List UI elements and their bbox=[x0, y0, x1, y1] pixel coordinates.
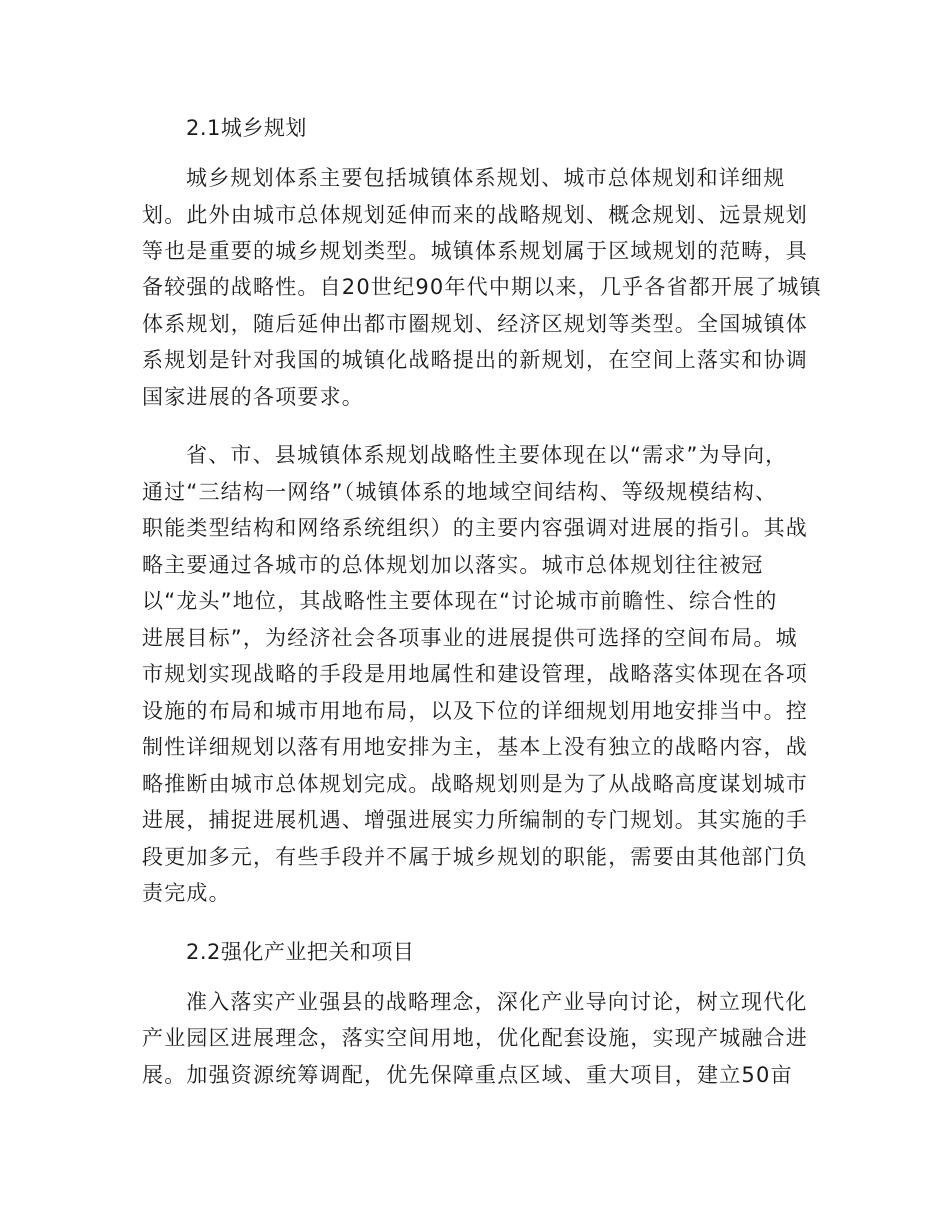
text-line: 等也是重要的城乡规划类型。城镇体系规划属于区域规划的范畴，具 bbox=[142, 239, 808, 263]
text-line: 市规划实现战略的手段是用地属性和建设管理，战略落实体现在各项 bbox=[142, 662, 808, 686]
text-line: 展。加强资源统筹调配，优先保障重点区域、重大项目，建立50亩 bbox=[142, 1063, 793, 1087]
text-line: 划。此外由城市总体规划延伸而来的战略规划、概念规划、远景规划 bbox=[142, 203, 808, 227]
text-line: 职能类型结构和网络系统组织）的主要内容强调对进展的指引。其战 bbox=[142, 516, 808, 540]
section-heading-2-1: 2.1城乡规划 bbox=[186, 116, 307, 140]
section-heading-2-2: 2.2强化产业把关和项目 bbox=[186, 940, 415, 964]
text-line: 通过“三结构一网络”（城镇体系的地域空间结构、等级规模结构、 bbox=[142, 480, 778, 504]
text-line: 备较强的战略性。自20世纪90年代中期以来，几乎各省都开展了城镇 bbox=[142, 275, 822, 299]
text-line: 系规划是针对我国的城镇化战略提出的新规划，在空间上落实和协调 bbox=[142, 348, 808, 372]
text-line: 省、市、县城镇体系规划战略性主要体现在以“需求”为导向， bbox=[186, 443, 788, 467]
text-line: 责完成。 bbox=[142, 881, 231, 905]
text-line: 设施的布局和城市用地布局，以及下位的详细规划用地安排当中。控 bbox=[142, 699, 808, 723]
text-line: 准入落实产业强县的战略理念，深化产业导向讨论，树立现代化 bbox=[186, 990, 808, 1014]
text-line: 进展，捕捉进展机遇、增强进展实力所编制的专门规划。其实施的手 bbox=[142, 808, 808, 832]
text-line: 以“龙头”地位，其战略性主要体现在“讨论城市前瞻性、综合性的 bbox=[142, 589, 778, 613]
text-line: 段更加多元，有些手段并不属于城乡规划的职能，需要由其他部门负 bbox=[142, 845, 808, 869]
text-line: 进展目标”，为经济社会各项事业的进展提供可选择的空间布局。城 bbox=[142, 626, 798, 650]
text-line: 体系规划，随后延伸出都市圈规划、经济区规划等类型。全国城镇体 bbox=[142, 312, 808, 336]
text-line: 产业园区进展理念，落实空间用地，优化配套设施，实现产城融合进 bbox=[142, 1026, 808, 1050]
text-line: 略推断由城市总体规划完成。战略规划则是为了从战略高度谋划城市 bbox=[142, 772, 808, 796]
text-line: 城乡规划体系主要包括城镇体系规划、城市总体规划和详细规 bbox=[186, 166, 786, 190]
text-line: 制性详细规划以落有用地安排为主，基本上没有独立的战略内容，战 bbox=[142, 735, 808, 759]
text-line: 国家进展的各项要求。 bbox=[142, 385, 364, 409]
text-line: 略主要通过各城市的总体规划加以落实。城市总体规划往往被冠 bbox=[142, 553, 764, 577]
